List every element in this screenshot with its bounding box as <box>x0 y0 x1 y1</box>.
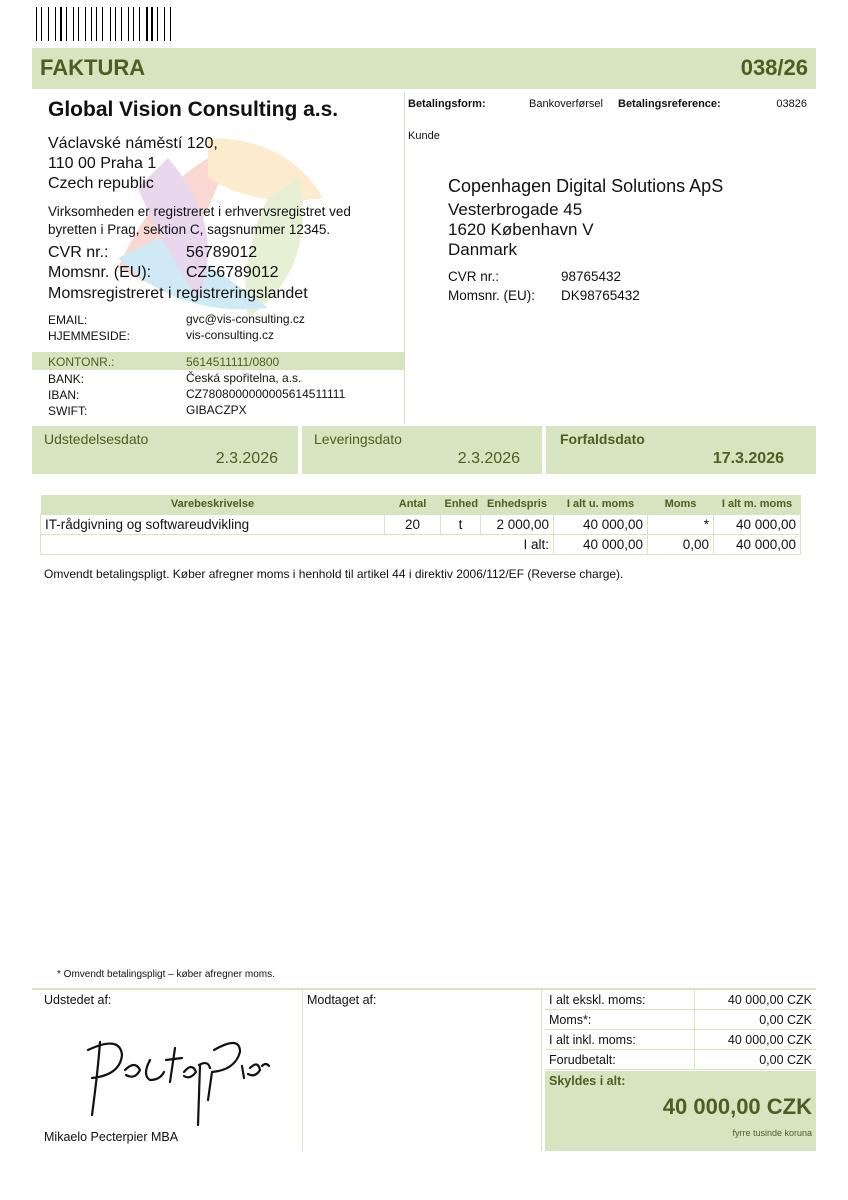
barcode-bar <box>96 7 97 41</box>
footer-divider <box>302 990 303 1151</box>
seller-address-line: Václavské náměstí 120, <box>48 135 218 152</box>
barcode-bar <box>139 7 140 41</box>
account-label: KONTONR.: <box>48 355 115 369</box>
barcode-bar <box>50 7 51 41</box>
seller-cvr-label: CVR nr.: <box>48 244 109 261</box>
customer-cvr-label: CVR nr.: <box>448 269 500 284</box>
barcode-bar <box>102 7 103 41</box>
customer-address-line: Danmark <box>448 240 517 259</box>
barcode-bar <box>110 7 111 41</box>
totals-divider <box>694 1030 695 1050</box>
swift-label: SWIFT: <box>48 404 88 418</box>
customer-cvr: 98765432 <box>561 269 622 284</box>
issued-by-label: Udstedet af: <box>44 993 112 1007</box>
due-date-label: Forfaldsdato <box>560 431 645 447</box>
barcode-bar <box>112 7 113 41</box>
totals-divider <box>694 1010 695 1030</box>
barcode-bar <box>78 7 79 41</box>
customer-label: Kunde <box>408 130 440 142</box>
seller-cvr: 56789012 <box>186 244 258 261</box>
signer-name: Mikaelo Pecterpier MBA <box>44 1130 179 1144</box>
item-net: 40 000,00 <box>554 514 648 534</box>
barcode-bar <box>66 7 67 41</box>
items-table <box>40 495 801 555</box>
seller-vat-label: Momsnr. (EU): <box>48 264 152 281</box>
item-gross: 40 000,00 <box>714 514 801 534</box>
barcode-bar <box>60 7 62 41</box>
totals-row <box>545 1030 816 1050</box>
total-label: I alt: <box>41 534 554 554</box>
barcode-bar <box>164 7 165 41</box>
column-header: Varebeskrivelse <box>41 495 385 514</box>
barcode-bar <box>160 7 161 41</box>
account-number: 5614511111/0800 <box>186 355 280 369</box>
seller-email: gvc@vis-consulting.cz <box>186 312 305 326</box>
barcode-bar <box>123 7 125 41</box>
amount-due-words: fyrre tusinde koruna <box>732 1128 812 1138</box>
barcode-bar <box>85 7 86 41</box>
barcode-bar <box>118 7 119 41</box>
totals-value: 40 000,00 CZK <box>727 1033 812 1047</box>
barcode-bar <box>174 7 175 41</box>
issue-date-label: Udstedelsesdato <box>44 431 149 447</box>
barcode-bar <box>41 7 42 41</box>
amount-due: 40 000,00 CZK <box>662 1094 812 1119</box>
barcode-bar <box>48 7 49 41</box>
seller-address-line: 110 00 Praha 1 <box>48 155 157 172</box>
total-vat: 0,00 <box>648 534 714 554</box>
payment-method: Bankoverførsel <box>529 98 603 110</box>
barcode-bar <box>69 7 70 41</box>
issue-date: 2.3.2026 <box>215 450 278 467</box>
table-header-row <box>41 495 801 514</box>
column-header: I alt m. moms <box>714 495 801 514</box>
barcode-bar <box>65 7 66 41</box>
delivery-date-label: Leveringsdato <box>314 431 402 447</box>
total-gross: 40 000,00 <box>714 534 801 554</box>
customer-address-line: Vesterbrogade 45 <box>448 200 583 219</box>
table-total-row <box>41 534 801 554</box>
iban-label: IBAN: <box>48 388 80 402</box>
totals-divider <box>694 990 695 1010</box>
signature <box>80 1030 270 1130</box>
seller-web-label: HJEMMESIDE: <box>48 329 131 343</box>
barcode-bar <box>57 7 58 41</box>
seller-registration-note: Virksomheden er registreret i erhvervsregistret ved byretten i Prag, sektion C, sagsnummer 12345. <box>48 204 351 237</box>
barcode-bar <box>73 7 74 41</box>
customer-vat: DK98765432 <box>561 288 640 303</box>
barcode-bar <box>156 7 157 41</box>
totals-row <box>545 1050 816 1070</box>
document-title: FAKTURA <box>40 55 146 80</box>
item-description: IT-rådgivning og softwareudvikling <box>41 514 385 534</box>
payment-reference: 03826 <box>776 98 807 110</box>
footnote: * Omvendt betalingspligt – køber afregner moms. <box>57 969 275 980</box>
payment-method-label: Betalingsform: <box>408 98 486 110</box>
barcode-bar <box>91 7 92 41</box>
item-unit-price: 2 000,00 <box>481 514 554 534</box>
barcode-bar <box>100 7 101 41</box>
barcode-bar <box>133 7 134 41</box>
column-header: Moms <box>648 495 714 514</box>
seller-name: Global Vision Consulting a.s. <box>48 98 339 121</box>
swift: GIBACZPX <box>186 403 247 417</box>
section-divider <box>404 92 405 424</box>
item-vat: * <box>648 514 714 534</box>
barcode-bar <box>55 7 56 41</box>
table-row <box>41 514 801 534</box>
reverse-charge-note: Omvendt betalingspligt. Køber afregner moms i henhold til artikel 44 i direktiv 2006/112/EF (Reverse charge). <box>44 567 624 581</box>
bank-name: Česká spořitelna, a.s. <box>186 371 302 385</box>
header-band <box>32 48 816 89</box>
barcode-bar <box>166 7 168 41</box>
delivery-date: 2.3.2026 <box>457 450 520 467</box>
barcode-bar <box>157 7 158 41</box>
barcode-bar <box>105 7 107 41</box>
seller-email-label: EMAIL: <box>48 313 88 327</box>
totals-label: I alt inkl. moms: <box>549 1033 636 1047</box>
totals-value: 0,00 CZK <box>759 1013 812 1027</box>
total-net: 40 000,00 <box>554 534 648 554</box>
amount-due-label: Skyldes i alt: <box>549 1074 626 1088</box>
invoice-number: 038/26 <box>740 55 808 80</box>
iban: CZ7808000000005614511111 <box>186 387 346 401</box>
totals-label: Moms*: <box>549 1013 592 1027</box>
barcode-bar <box>36 7 37 41</box>
bank-label: BANK: <box>48 372 85 386</box>
customer-vat-label: Momsnr. (EU): <box>448 288 536 303</box>
due-date: 17.3.2026 <box>712 450 784 467</box>
totals-label: Forudbetalt: <box>549 1053 616 1067</box>
totals-row <box>545 1010 816 1030</box>
barcode-bar <box>82 7 84 41</box>
barcode-bar <box>128 7 129 41</box>
barcode-bar <box>93 7 94 41</box>
seller-website: vis-consulting.cz <box>186 328 275 342</box>
totals-label: I alt ekskl. moms: <box>549 993 646 1007</box>
barcode-bar <box>149 7 150 41</box>
footer-divider <box>541 990 542 1151</box>
barcode-bar <box>115 7 116 41</box>
barcode-bar <box>75 7 76 41</box>
barcode-bar <box>38 7 39 41</box>
barcode-bar <box>130 7 131 41</box>
column-header: Enhed <box>441 495 481 514</box>
barcode-bar <box>170 7 171 41</box>
seller-address-line: Czech republic <box>48 175 154 192</box>
column-header: Enhedspris <box>481 495 554 514</box>
barcode-bar <box>121 7 122 41</box>
column-header: Antal <box>385 495 441 514</box>
totals-value: 0,00 CZK <box>759 1053 812 1067</box>
seller-vat: CZ56789012 <box>186 264 279 281</box>
totals-row <box>545 990 816 1010</box>
column-header: I alt u. moms <box>554 495 648 514</box>
totals-divider <box>694 1050 695 1070</box>
received-by-label: Modtaget af: <box>307 993 377 1007</box>
totals-value: 40 000,00 CZK <box>727 993 812 1007</box>
customer-name: Copenhagen Digital Solutions ApS <box>448 176 724 196</box>
customer-address-line: 1620 København V <box>448 220 594 239</box>
barcode-bar <box>45 7 47 41</box>
barcode-bar <box>88 7 89 41</box>
item-quantity: 20 <box>385 514 441 534</box>
barcode-bar <box>142 7 143 41</box>
seller-vat-status: Momsregistreret i registreringslandet <box>48 285 308 302</box>
item-unit: t <box>441 514 481 534</box>
barcode-bar <box>146 7 148 41</box>
barcode <box>36 7 176 41</box>
barcode-bar <box>137 7 138 41</box>
payment-reference-label: Betalingsreference: <box>618 98 721 110</box>
barcode-bar <box>151 7 152 41</box>
